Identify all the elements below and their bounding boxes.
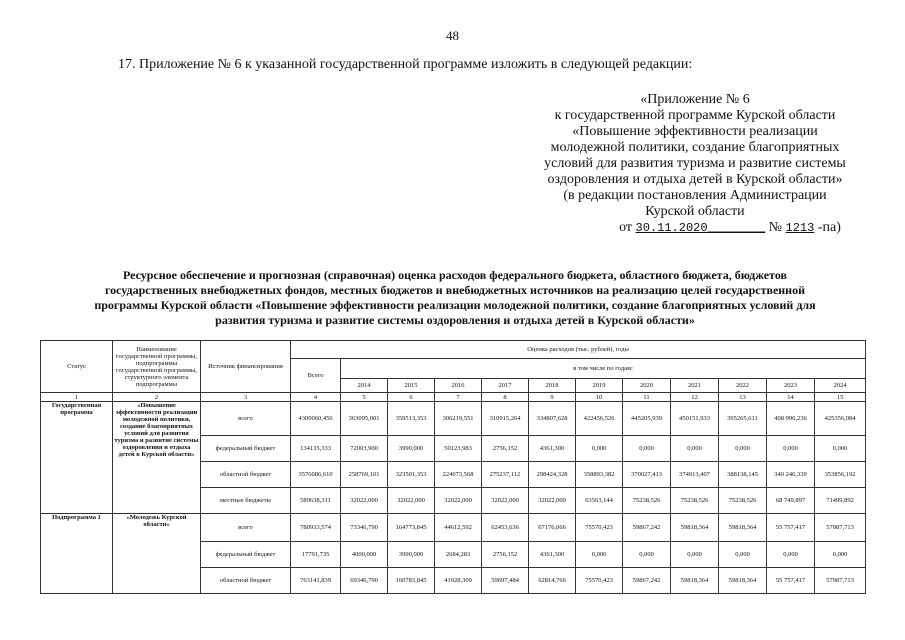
row-status: Государственная программа (41, 402, 113, 514)
row-program-name: «Повышение эффективности реализации молодежной политики, создание благоприятных условий для развития туризма и развитие системы оздоровления и отдыха детей в Курской области» (113, 402, 201, 514)
year-header: 2019 (576, 379, 623, 393)
row-value: 323501,353 (388, 462, 435, 488)
row-value: 75238,526 (623, 488, 671, 514)
row-value: 67176,066 (529, 514, 576, 542)
column-number: 13 (719, 393, 767, 402)
appendix-line: Курской области (645, 204, 745, 219)
appendix-line: условий для развития туризма и развитие системы (544, 156, 846, 171)
row-value: 0,000 (671, 436, 719, 462)
header-name: Наименование государственной программы, подпрограммы государственной программы, структурного элемента подпрограммы (113, 341, 201, 393)
column-number: 4 (291, 393, 341, 402)
row-value: 370027,413 (623, 462, 671, 488)
row-value: 334807,628 (529, 402, 576, 436)
row-value: 224073,568 (435, 462, 482, 488)
row-funding-source: федеральный бюджет (201, 436, 291, 462)
row-value: 4300060,456 (291, 402, 341, 436)
row-value: 2756,152 (482, 542, 529, 568)
row-value: 0,000 (576, 436, 623, 462)
row-value: 69346,790 (341, 568, 388, 594)
column-number: 3 (201, 393, 291, 402)
row-value: 298424,328 (529, 462, 576, 488)
row-value: 0,000 (623, 542, 671, 568)
appendix-line: «Приложение № 6 (640, 92, 750, 107)
header-status: Статус (41, 341, 113, 393)
row-value: 2684,283 (435, 542, 482, 568)
row-funding-source: областной бюджет (201, 568, 291, 594)
row-value: 363095,001 (341, 402, 388, 436)
number-prefix: № (765, 220, 786, 235)
row-value: 55 757,417 (767, 514, 815, 542)
row-value: 0,000 (767, 436, 815, 462)
row-value: 395265,611 (719, 402, 767, 436)
row-value: 59818,364 (719, 568, 767, 594)
row-value: 59697,484 (482, 568, 529, 594)
row-value: 310915,264 (482, 402, 529, 436)
column-number: 6 (388, 393, 435, 402)
row-value: 68 749,897 (767, 488, 815, 514)
column-number: 1 (41, 393, 113, 402)
row-value: 425356,084 (815, 402, 866, 436)
resolution-date: 30.11.2020 (635, 221, 708, 235)
appendix-date-line (515, 220, 875, 236)
row-value: 75238,526 (719, 488, 767, 514)
row-value: 3576086,610 (291, 462, 341, 488)
row-value: 0,000 (719, 542, 767, 568)
header-source: Источник финансирования (201, 341, 291, 393)
year-header: 2020 (623, 379, 671, 393)
row-value: 32022,000 (341, 488, 388, 514)
appendix-line: оздоровления и отдыха детей в Курской области» (547, 172, 843, 187)
year-header: 2014 (341, 379, 388, 393)
year-header: 2016 (435, 379, 482, 393)
row-status: Подпрограмма 1 (41, 514, 113, 594)
row-value: 59818,364 (671, 514, 719, 542)
appendix-header (515, 92, 875, 236)
row-value: 2756,152 (482, 436, 529, 462)
row-value: 62814,766 (529, 568, 576, 594)
table-heading (60, 268, 850, 328)
row-value: 134135,333 (291, 436, 341, 462)
row-value: 0,000 (671, 542, 719, 568)
year-header: 2023 (767, 379, 815, 393)
row-value: 4361,300 (529, 542, 576, 568)
heading-line: Ресурсное обеспечение и прогнозная (справочная) оценка расходов федерального бюджета, областного бюджета, бюджетов (122, 268, 788, 282)
row-value: 17791,735 (291, 542, 341, 568)
row-value: 0,000 (623, 436, 671, 462)
year-header: 2015 (388, 379, 435, 393)
row-value: 589638,311 (291, 488, 341, 514)
row-funding-source: областной бюджет (201, 462, 291, 488)
column-number: 14 (767, 393, 815, 402)
row-value: 780933,574 (291, 514, 341, 542)
row-value: 275237,112 (482, 462, 529, 488)
year-header: 2021 (671, 379, 719, 393)
row-value: 164773,845 (388, 514, 435, 542)
row-value: 258769,101 (341, 462, 388, 488)
column-number: 9 (529, 393, 576, 402)
heading-line: государственных внебюджетных фондов, местных бюджетов и внебюджетных источников на реализацию целей государственной (104, 283, 806, 297)
appendix-line: (в редакции постановления Администрации (563, 188, 827, 203)
row-value: 0,000 (815, 542, 866, 568)
row-value: 71499,892 (815, 488, 866, 514)
row-value: 4000,000 (341, 542, 388, 568)
row-value: 72003,900 (341, 436, 388, 462)
row-value: 55 757,417 (767, 568, 815, 594)
page-number: 48 (446, 28, 459, 43)
column-number: 15 (815, 393, 866, 402)
column-number: 8 (482, 393, 529, 402)
header-estimate: Оценка расходов (тыс. рублей), годы (291, 341, 866, 359)
heading-line: программы Курской области «Повышение эффективности реализации молодежной политики, создание благоприятных условий для (94, 298, 816, 312)
row-program-name: «Молодежь Курской области» (113, 514, 201, 594)
column-number: 10 (576, 393, 623, 402)
row-value: 57987,713 (815, 568, 866, 594)
row-value: 59867,242 (623, 568, 671, 594)
row-funding-source: всего (201, 514, 291, 542)
row-value: 763141,839 (291, 568, 341, 594)
row-funding-source: федеральный бюджет (201, 542, 291, 568)
row-value: 75570,423 (576, 514, 623, 542)
column-number: 11 (623, 393, 671, 402)
row-value: 41928,309 (435, 568, 482, 594)
row-value: 0,000 (815, 436, 866, 462)
year-header: 2017 (482, 379, 529, 393)
row-value: 408 996,236 (767, 402, 815, 436)
row-value: 358893,382 (576, 462, 623, 488)
row-value: 63563,144 (576, 488, 623, 514)
row-value: 0,000 (719, 436, 767, 462)
row-value: 32022,000 (388, 488, 435, 514)
row-value: 59818,364 (719, 514, 767, 542)
table-row (41, 514, 866, 542)
number-suffix: -па) (814, 220, 841, 235)
row-value: 62453,636 (482, 514, 529, 542)
heading-line: развития туризма и развитие системы оздоровления и отдыха детей в Курской области» (215, 313, 695, 327)
appendix-line: «Повышение эффективности реализации (572, 124, 818, 139)
row-value: 388138,145 (719, 462, 767, 488)
row-value: 59867,242 (623, 514, 671, 542)
intro-paragraph: 17. Приложение № 6 к указанной государственной программе изложить в следующей редакции: (118, 57, 693, 72)
column-number: 5 (341, 393, 388, 402)
row-value: 50123,983 (435, 436, 482, 462)
table-row (41, 402, 866, 436)
resolution-number: 1213 (785, 221, 815, 235)
year-header: 2024 (815, 379, 866, 393)
row-value: 353856,192 (815, 462, 866, 488)
date-prefix: от (619, 220, 636, 235)
row-value: 445205,939 (623, 402, 671, 436)
row-value: 359513,353 (388, 402, 435, 436)
header-total: Всего (291, 359, 341, 393)
row-value: 75238,526 (671, 488, 719, 514)
column-number: 2 (113, 393, 201, 402)
row-value: 32022,000 (482, 488, 529, 514)
row-value: 422456,526 (576, 402, 623, 436)
row-value: 0,000 (576, 542, 623, 568)
row-funding-source: местные бюджеты (201, 488, 291, 514)
row-value: 57987,713 (815, 514, 866, 542)
row-value: 75570,423 (576, 568, 623, 594)
date-blank: ________ (707, 221, 766, 235)
row-funding-source: всего (201, 402, 291, 436)
row-value: 32022,000 (435, 488, 482, 514)
row-value: 160783,845 (388, 568, 435, 594)
row-value: 0,000 (767, 542, 815, 568)
column-number: 7 (435, 393, 482, 402)
header-including: в том числе по годам: (341, 359, 866, 379)
row-value: 3990,000 (388, 436, 435, 462)
row-value: 44612,592 (435, 514, 482, 542)
row-value: 59818,364 (671, 568, 719, 594)
appendix-line: молодежной политики, создание благоприятных (550, 140, 840, 155)
year-header: 2022 (719, 379, 767, 393)
row-value: 306219,551 (435, 402, 482, 436)
row-value: 32022,000 (529, 488, 576, 514)
row-value: 450151,933 (671, 402, 719, 436)
row-value: 374913,407 (671, 462, 719, 488)
resource-table (40, 340, 866, 594)
row-value: 73346,790 (341, 514, 388, 542)
row-value: 4361,300 (529, 436, 576, 462)
row-value: 340 246,339 (767, 462, 815, 488)
column-number: 12 (671, 393, 719, 402)
row-value: 3990,000 (388, 542, 435, 568)
appendix-line: к государственной программе Курской области (554, 108, 836, 123)
year-header: 2018 (529, 379, 576, 393)
